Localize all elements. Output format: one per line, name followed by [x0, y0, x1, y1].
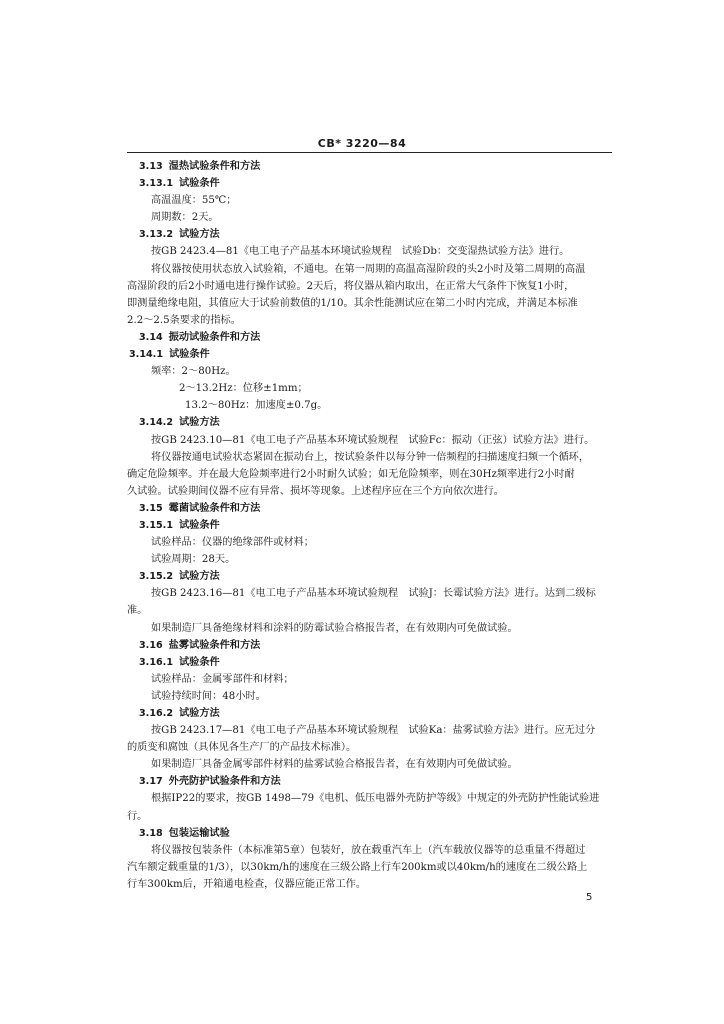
section-title: 试验条件 [179, 518, 220, 531]
section-title: 试验条件 [179, 655, 220, 668]
paragraph-text: 行。 [127, 810, 148, 822]
body-text-line [127, 261, 612, 278]
body-text-line [127, 534, 612, 551]
section-heading [127, 705, 612, 722]
body-text-line [127, 620, 612, 637]
section-heading [127, 414, 612, 431]
section-title: 试验方法 [179, 416, 220, 429]
section-title: 试验条件 [179, 177, 220, 190]
section-heading [127, 226, 612, 243]
section-number: 3.15 [139, 502, 163, 514]
paragraph-text: 2.2～2.5条要求的指标。 [127, 314, 241, 326]
body-text-line [127, 243, 612, 260]
body-text-line [127, 449, 612, 466]
body-text-line [127, 808, 612, 825]
paragraph-text: 的质变和腐蚀（具体见各生产厂的产品技术标准）。 [127, 742, 357, 754]
section-title: 试验方法 [179, 570, 220, 583]
section-number: 3.14.2 [139, 417, 173, 429]
body-text-line [127, 859, 612, 876]
paragraph-text: 试验样品：金属零部件和材料； [151, 673, 294, 685]
section-title: 包装运输试验 [168, 826, 230, 839]
paragraph-text: 如果制造厂具备金属零部件材料的盐雾试验合格报告者，在有效期内可免做试验。 [151, 759, 518, 771]
section-heading [127, 175, 612, 192]
section-title: 振动试验条件和方法 [168, 330, 261, 343]
section-heading [127, 568, 612, 585]
section-number: 3.16 [139, 639, 163, 651]
body-text-line [127, 209, 612, 226]
paragraph-text: 根据IP22的要求，按GB 1498—79《电机、低压电器外壳防护等级》中规定的外壳防护性能试验进 [151, 793, 600, 805]
section-title: 霉菌试验条件和方法 [168, 501, 261, 514]
section-heading [127, 637, 612, 654]
section-number: 3.17 [139, 776, 163, 788]
body-text-line [127, 483, 612, 500]
paragraph-text: 汽车额定载重量的1/3），以30km/h的速度在三级公路上行车200km或以40km/h的速度在二级公路上 [127, 861, 588, 873]
body-text-line [127, 722, 612, 739]
paragraph-text: 将仪器按通电试验状态紧固在振动台上，按试验条件以每分钟一倍频程的扫描速度扫频一个循环， [151, 451, 590, 463]
section-heading [127, 346, 612, 363]
section-number: 3.13.1 [139, 178, 173, 190]
paragraph-text: 高湿阶段的后2小时通电进行操作试验。2天后，将仪器从箱内取出，在正常大气条件下恢复1小时， [127, 280, 575, 292]
section-number: 3.13 [139, 161, 163, 172]
paragraph-text: 如果制造厂具备绝缘材料和涂料的防霉试验合格报告者，在有效期内可免做试验。 [151, 622, 518, 634]
paragraph-text: 2～13.2Hz：位移±1mm； [179, 383, 308, 395]
body-text-line [127, 295, 612, 312]
section-heading [127, 773, 612, 790]
section-number: 3.14.1 [129, 349, 163, 361]
section-number: 3.16.2 [139, 708, 173, 719]
body-text-line [127, 363, 612, 380]
section-title: 试验条件 [169, 348, 210, 361]
body-text-line [127, 192, 612, 209]
body-text-line [127, 278, 612, 295]
body-text-line [127, 397, 612, 414]
body-text-line [127, 876, 612, 893]
paragraph-text: 按GB 2423.10—81《电工电子产品基本环境试验规程 试验Fc：振动（正弦）试验方法》进行。 [151, 434, 595, 446]
paragraph-text: 按GB 2423.17—81《电工电子产品基本环境试验规程 试验Ka：盐雾试验方法》进行。应无过分 [151, 725, 596, 737]
body-text-line [127, 585, 612, 602]
paragraph-text: 将仪器按使用状态放入试验箱，不通电。在第一周期的高温高湿阶段的头2小时及第二周期的高温 [151, 263, 586, 275]
body-text-line [127, 842, 612, 859]
section-number: 3.18 [139, 827, 163, 839]
body-text-line [127, 551, 612, 568]
body-text-line [127, 466, 612, 483]
section-heading [127, 500, 612, 517]
section-heading [127, 517, 612, 534]
body-text-line [127, 688, 612, 705]
standard-code-header: CB* 3220—84 [317, 137, 407, 150]
body-text-line [127, 671, 612, 688]
section-heading [127, 825, 612, 842]
body-text-line [127, 790, 612, 807]
body-text-line [127, 380, 612, 397]
section-number: 3.15.2 [139, 571, 173, 583]
paragraph-text: 按GB 2423.4—81《电工电子产品基本环境试验规程 试验Db：交变湿热试验方法》进行。 [151, 246, 570, 258]
section-title: 外壳防护试验条件和方法 [168, 775, 281, 788]
section-title: 试验方法 [179, 228, 220, 241]
section-heading [127, 329, 612, 346]
body-text-line [127, 602, 612, 619]
section-number: 3.16.1 [139, 656, 173, 668]
header-rule [127, 152, 612, 153]
paragraph-text: 频率：2～80Hz。 [151, 366, 236, 378]
section-number: 3.14 [139, 331, 163, 343]
body-text-line [127, 739, 612, 756]
paragraph-text: 试验样品：仪器的绝缘部件或材料； [151, 537, 314, 549]
paragraph-text: 即测量绝缘电阻，其值应大于试验前数值的1/10。其余性能测试应在第二小时内完成，并满足本标准 [127, 297, 578, 309]
section-number: 3.13.2 [139, 229, 173, 241]
section-heading [127, 654, 612, 671]
paragraph-text: 试验周期：28天。 [151, 554, 236, 566]
document-body [127, 158, 612, 893]
body-text-line [127, 312, 612, 329]
paragraph-text: 周期数：2天。 [151, 212, 219, 224]
paragraph-text: 按GB 2423.16—81《电工电子产品基本环境试验规程 试验J：长霉试验方法》进行。达到二级标 [151, 588, 596, 600]
paragraph-text: 行车300km后，开箱通电检查，仪器应能正常工作。 [127, 878, 367, 890]
paragraph-text: 准。 [127, 605, 148, 617]
section-heading [127, 158, 612, 175]
section-title: 试验方法 [179, 707, 220, 719]
paragraph-text: 久试验。试验期间仪器不应有异常、损坏等现象。上述程序应在三个方向依次进行。 [127, 485, 504, 497]
section-title: 盐雾试验条件和方法 [168, 638, 261, 651]
section-title: 湿热试验条件和方法 [168, 160, 261, 172]
paragraph-text: 将仪器按包装条件（本标准第5章）包装好，放在载重汽车上（汽车载放仪器等的总重量不得超过 [151, 844, 586, 856]
page-number: 5 [586, 892, 593, 903]
body-text-line [127, 756, 612, 773]
paragraph-text: 13.2～80Hz：加速度±0.7g。 [185, 400, 328, 412]
paragraph-text: 高温温度：55℃； [151, 195, 237, 207]
paragraph-text: 试验持续时间：48小时。 [151, 690, 266, 702]
body-text-line [127, 432, 612, 449]
paragraph-text: 确定危险频率。并在最大危险频率进行2小时耐久试验；如无危险频率，则在30Hz频率进行2小时耐 [127, 468, 575, 480]
section-number: 3.15.1 [139, 519, 173, 531]
